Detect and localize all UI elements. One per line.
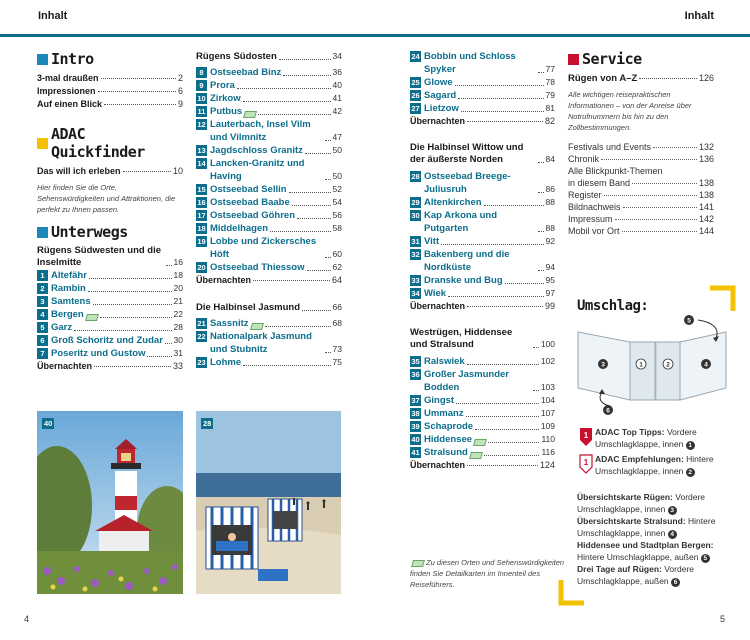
item-label: Wiek (424, 288, 447, 299)
item-page: 68 (332, 318, 342, 328)
service-row[interactable]: Register 138 (568, 190, 714, 200)
item-label: Sassnitz (210, 318, 249, 329)
item-number-badge: 10 (197, 94, 206, 103)
toc-item-20[interactable] (196, 261, 342, 274)
map-icon (411, 560, 425, 567)
photo-badge: 28 (203, 419, 212, 428)
toc-item-9[interactable] (196, 79, 342, 92)
item-label: Jagdschloss Granitz (210, 145, 303, 156)
column-3 (410, 50, 555, 472)
item-page: 47 (332, 132, 342, 142)
item-label: Bergen (51, 309, 84, 320)
toc-item-5[interactable] (37, 321, 183, 334)
item-number-badge: 37 (411, 396, 420, 405)
item-page: 54 (332, 197, 342, 207)
item-label: Ostseebad Baabe (210, 197, 290, 208)
item-label: Lietzow (424, 103, 459, 114)
item-label: Stralsund (424, 447, 468, 458)
toc-item-1[interactable] (37, 269, 183, 282)
quickfinder-square-icon (37, 138, 48, 149)
item-page: 109 (540, 421, 555, 431)
item-page: 62 (332, 262, 342, 272)
panel-5-label: 5 (687, 317, 691, 325)
item-label: Ostseebad Thiessow (210, 262, 305, 273)
map-ref-hiddensee: Hiddensee und Stadtplan Bergen: Hintere Umschlagklappe, außen 5 (577, 540, 714, 562)
toc-item-14[interactable] (196, 157, 342, 183)
map-icon (85, 314, 99, 321)
item-page: 97 (545, 288, 555, 298)
toc-item-22[interactable] (196, 330, 342, 356)
toc-row-uebernachten[interactable]: Übernachten 99 (410, 301, 555, 311)
item-number-badge: 36 (411, 370, 420, 379)
item-number-badge: 25 (411, 78, 420, 87)
item-number-badge: 2 (37, 283, 48, 294)
item-page: 92 (545, 236, 555, 246)
item-page: 107 (540, 408, 555, 418)
panel-2-label: 2 (666, 361, 670, 369)
toc-item-39[interactable] (410, 420, 555, 433)
item-page: 60 (332, 249, 342, 259)
item-page: 30 (173, 335, 183, 345)
tip-row-top: 1 ADAC Top Tipps: Vordere Umschlagklappe, innen 1 (577, 426, 727, 450)
map-icon (473, 439, 487, 446)
item-number-badge: 35 (411, 357, 420, 366)
top-tip-icon (577, 426, 595, 448)
column-4 (568, 50, 714, 237)
beach-illustration (196, 411, 341, 594)
item-number-badge: 22 (197, 332, 206, 341)
item-number-badge: 3 (37, 296, 48, 307)
item-page: 20 (173, 283, 183, 293)
service-square-icon (568, 54, 579, 65)
item-page: 94 (545, 262, 555, 272)
item-label: Lobbe und Zickersches Höft (210, 236, 317, 260)
corner-mark-top (710, 285, 736, 311)
toc-item-24[interactable] (410, 50, 555, 76)
item-page: 73 (332, 344, 342, 354)
map-icon (250, 323, 264, 330)
item-number-badge: 27 (411, 104, 420, 113)
item-page: 95 (545, 275, 555, 285)
toc-item-15[interactable] (196, 183, 342, 196)
region-jasmund[interactable]: Die Halbinsel Jasmund 66 (196, 302, 342, 313)
item-label: Altefähr (51, 270, 87, 281)
item-number-badge: 18 (197, 224, 206, 233)
tips-legend (577, 426, 727, 480)
item-page: 110 (541, 434, 555, 444)
panel-1-label: 1 (639, 361, 643, 369)
item-number-badge: 8 (196, 67, 207, 78)
toc-item-6[interactable] (37, 334, 183, 347)
item-number-badge: 23 (197, 358, 206, 367)
item-label: Prora (210, 80, 235, 91)
map-ref-stralsund: Übersichtskarte Stralsund: Hintere Umschlagklappe, innen 4 (577, 516, 716, 538)
item-label: Dranske und Bug (424, 275, 503, 286)
toc-row-uebernachten[interactable]: Übernachten 64 (196, 275, 342, 285)
header-left: Inhalt (38, 10, 68, 22)
item-page: 58 (332, 223, 342, 233)
toc-item-35[interactable] (410, 355, 555, 368)
page-number-right: 5 (720, 614, 726, 624)
item-number-badge: 41 (411, 448, 420, 457)
item-page: 79 (545, 90, 555, 100)
item-label: Rambin (51, 283, 86, 294)
toc-item-3[interactable] (37, 295, 183, 308)
panel-4-label: 4 (704, 361, 708, 369)
toc-row-impressionen[interactable]: Impressionen 6 (37, 86, 183, 96)
item-page: 86 (545, 184, 555, 194)
umschlag-heading: Umschlag: (577, 298, 649, 314)
item-number-badge: 14 (197, 159, 206, 168)
toc-item-27[interactable] (410, 102, 555, 115)
item-number-badge: 11 (197, 107, 206, 116)
item-number-badge: 29 (411, 198, 420, 207)
toc-row-uebernachten[interactable]: Übernachten 124 (410, 460, 555, 470)
corner-mark-bottom (558, 580, 584, 606)
item-number-badge: 38 (411, 409, 420, 418)
toc-item-18[interactable] (196, 222, 342, 235)
toc-item-13[interactable] (196, 144, 342, 157)
item-label: Großer Jasmunder Bodden (424, 369, 509, 393)
item-label: Ostseebad Binz (210, 67, 282, 78)
lighthouse-illustration (37, 411, 183, 594)
item-page: 28 (173, 322, 183, 332)
toc-item-40[interactable] (410, 433, 555, 446)
panel-3-label: 3 (601, 361, 605, 369)
map-icon (243, 111, 257, 118)
toc-row-erleben[interactable]: Das will ich erleben 10 (37, 166, 183, 176)
item-label: Poseritz und Gustow (51, 348, 146, 359)
service-note: Alle wichtigen reisepraktischen Informationen – von der Anreise über Notrufnummern bis hin zu den Zollbestimmungen. (568, 90, 692, 132)
item-page: 42 (332, 106, 342, 116)
toc-item-21[interactable] (196, 317, 342, 330)
item-page: 40 (332, 80, 342, 90)
toc-item-30[interactable] (410, 209, 555, 235)
item-label: Hiddensee (424, 434, 473, 445)
map-icon (469, 452, 483, 459)
column-1 (37, 50, 183, 373)
item-number-badge: 32 (411, 250, 420, 259)
item-label: Altenkirchen (424, 197, 482, 208)
region-suedosten[interactable]: Rügens Südosten 34 (196, 51, 342, 62)
item-label: Zirkow (210, 93, 241, 104)
item-label: Vitt (424, 236, 440, 247)
item-number-badge: 7 (37, 348, 48, 359)
quickfinder-heading: ADAC Quickfinder (37, 125, 183, 161)
toc-item-38[interactable] (410, 407, 555, 420)
item-label: Bakenberg und die Nordküste (424, 249, 510, 273)
svg-text:1: 1 (583, 431, 589, 440)
item-page: 41 (332, 93, 342, 103)
header-right: Inhalt (684, 10, 714, 22)
item-number-badge: 6 (37, 335, 48, 346)
service-row[interactable]: Impressum 142 (568, 214, 714, 224)
item-page: 88 (545, 223, 555, 233)
toc-item-12[interactable] (196, 118, 342, 144)
intro-heading: Intro (37, 50, 183, 68)
toc-item-36[interactable] (410, 368, 555, 394)
toc-row-uebernachten[interactable]: Übernachten 82 (410, 116, 555, 126)
photo-lighthouse (37, 411, 183, 594)
item-page: 81 (545, 103, 555, 113)
item-number-badge: 1 (37, 270, 48, 281)
toc-item-33[interactable] (410, 274, 555, 287)
item-label: Glowe (424, 77, 453, 88)
item-page: 50 (332, 145, 342, 155)
item-number-badge: 19 (197, 237, 206, 246)
toc-item-10[interactable] (196, 92, 342, 105)
item-label: Kap Arkona und Putgarten (424, 210, 498, 234)
toc-item-2[interactable] (37, 282, 183, 295)
toc-item-32[interactable] (410, 248, 555, 274)
photo-beach (196, 411, 341, 594)
service-heading: Service (568, 50, 714, 68)
item-page: 18 (173, 270, 183, 280)
toc-item-41[interactable] (410, 446, 555, 459)
item-label: Bobbin und Schloss Spyker (424, 51, 516, 75)
toc-item-11[interactable] (196, 105, 342, 118)
region-wittow[interactable]: Die Halbinsel Wittow und der äußerste Norden 84 (410, 142, 555, 165)
toc-item-16[interactable] (196, 196, 342, 209)
maps-legend (577, 491, 727, 587)
svg-text:1: 1 (583, 458, 589, 467)
recommendation-icon (577, 453, 595, 475)
item-page: 88 (545, 197, 555, 207)
item-page: 56 (332, 210, 342, 220)
item-label: Ralswiek (424, 356, 465, 367)
region-suedwesten[interactable]: Rügens Südwesten und die Inselmitte 16 (37, 245, 183, 268)
item-page: 36 (332, 67, 342, 77)
service-row[interactable]: Alle Blickpunkt-Themen (568, 166, 663, 176)
item-label: Samtens (51, 296, 91, 307)
item-number-badge: 16 (197, 198, 206, 207)
item-page: 103 (540, 382, 555, 392)
item-label: Ostseebad Breege-Juliusruh (424, 171, 511, 195)
item-number-badge: 5 (37, 322, 48, 333)
item-label: Garz (51, 322, 73, 333)
item-label: Middelhagen (210, 223, 269, 234)
map-legend-note: Zu diesen Orten und Sehenswürdigkeiten finden Sie Detailkarten im Innenteil des Reiseführers. (410, 558, 565, 589)
toc-item-37[interactable] (410, 394, 555, 407)
item-page: 116 (541, 447, 555, 457)
item-label: Ostseebad Sellin (210, 184, 287, 195)
item-page: 78 (545, 77, 555, 87)
item-label: Gingst (424, 395, 455, 406)
item-number-badge: 33 (411, 276, 420, 285)
toc-item-4[interactable] (37, 308, 183, 321)
item-page: 52 (332, 184, 342, 194)
item-number-badge: 12 (197, 120, 206, 129)
region-westruegen[interactable]: Westrügen, Hiddensee und Stralsund 100 (410, 327, 555, 350)
item-page: 104 (540, 395, 555, 405)
service-row[interactable]: Festivals und Events 132 (568, 142, 714, 152)
item-page: 22 (173, 309, 183, 319)
item-number-badge: 20 (197, 263, 206, 272)
item-number-badge: 17 (197, 211, 206, 220)
tip-row-empfehlung: 1 ADAC Empfehlungen: Hintere Umschlagklappe, innen 2 (577, 453, 727, 477)
item-page: 75 (332, 357, 342, 367)
toc-row-a-z[interactable]: Rügen von A–Z 126 (568, 73, 714, 84)
toc-item-8[interactable] (196, 66, 342, 79)
header-rule (0, 34, 750, 37)
item-number-badge: 24 (411, 52, 420, 61)
item-number-badge: 31 (411, 237, 420, 246)
unterwegs-heading: Unterwegs (37, 223, 183, 241)
item-page: 102 (540, 356, 555, 366)
map-ref-ruegen: Übersichtskarte Rügen: Vordere Umschlagklappe, innen 3 (577, 492, 706, 514)
toc-item-19[interactable] (196, 235, 342, 261)
item-number-badge: 15 (197, 185, 206, 194)
toc-item-17[interactable] (196, 209, 342, 222)
item-label: Lancken-Granitz und Having (210, 158, 305, 182)
item-label: Schaprode (424, 421, 474, 432)
item-label: Ostseebad Göhren (210, 210, 295, 221)
toc-item-23[interactable] (196, 356, 342, 369)
item-label: Groß Schoritz und Zudar (51, 335, 163, 346)
toc-item-28[interactable] (410, 170, 555, 196)
item-page: 50 (332, 171, 342, 181)
item-number-badge: 26 (411, 91, 420, 100)
unterwegs-square-icon (37, 227, 48, 238)
item-label: Ummanz (424, 408, 464, 419)
item-label: Putbus (210, 106, 243, 117)
item-number-badge: 34 (411, 289, 420, 298)
toc-item-31[interactable] (410, 235, 555, 248)
item-label: Lauterbach, Insel Vilm und Vilmnitz (210, 119, 311, 143)
item-number-badge: 30 (411, 211, 420, 220)
toc-item-7[interactable] (37, 347, 183, 360)
item-label: Lohme (210, 357, 242, 368)
cover-diagram (570, 308, 730, 420)
service-row[interactable]: Mobil vor Ort 144 (568, 226, 714, 236)
toc-row-uebernachten[interactable]: Übernachten 33 (37, 361, 183, 371)
item-number-badge: 40 (411, 435, 420, 444)
service-row[interactable]: Bildnachweis 141 (568, 202, 714, 212)
item-number-badge: 39 (411, 422, 420, 431)
item-number-badge: 21 (197, 319, 206, 328)
photo-badge: 40 (44, 419, 53, 428)
column-2 (196, 50, 342, 369)
item-number-badge: 4 (37, 309, 48, 320)
toc-item-34[interactable] (410, 287, 555, 300)
item-number-badge: 9 (196, 80, 207, 91)
service-row[interactable]: Chronik 136 (568, 154, 714, 164)
item-page: 77 (545, 64, 555, 74)
intro-square-icon (37, 54, 48, 65)
map-ref-dreitage: Drei Tage auf Rügen: Vordere Umschlagklappe, außen 6 (577, 564, 695, 586)
quickfinder-note: Hier finden Sie die Orte, Sehenswürdigkeiten und Attraktionen, die perfekt zu Ihnen passen. (37, 183, 176, 214)
item-page: 31 (173, 348, 183, 358)
service-row[interactable]: in diesem Band 138 (568, 178, 714, 188)
toc-item-25[interactable] (410, 76, 555, 89)
toc-item-26[interactable] (410, 89, 555, 102)
toc-row-blick[interactable]: Auf einen Blick 9 (37, 99, 183, 109)
toc-item-29[interactable] (410, 196, 555, 209)
item-label: Sagard (424, 90, 457, 101)
item-number-badge: 28 (411, 172, 420, 181)
panel-6-label: 6 (606, 407, 610, 415)
item-page: 21 (173, 296, 183, 306)
page-number-left: 4 (24, 614, 30, 624)
toc-row-draussen[interactable]: 3-mal draußen 2 (37, 73, 183, 83)
item-label: Nationalpark Jasmund und Stubnitz (210, 331, 312, 355)
item-number-badge: 13 (197, 146, 206, 155)
